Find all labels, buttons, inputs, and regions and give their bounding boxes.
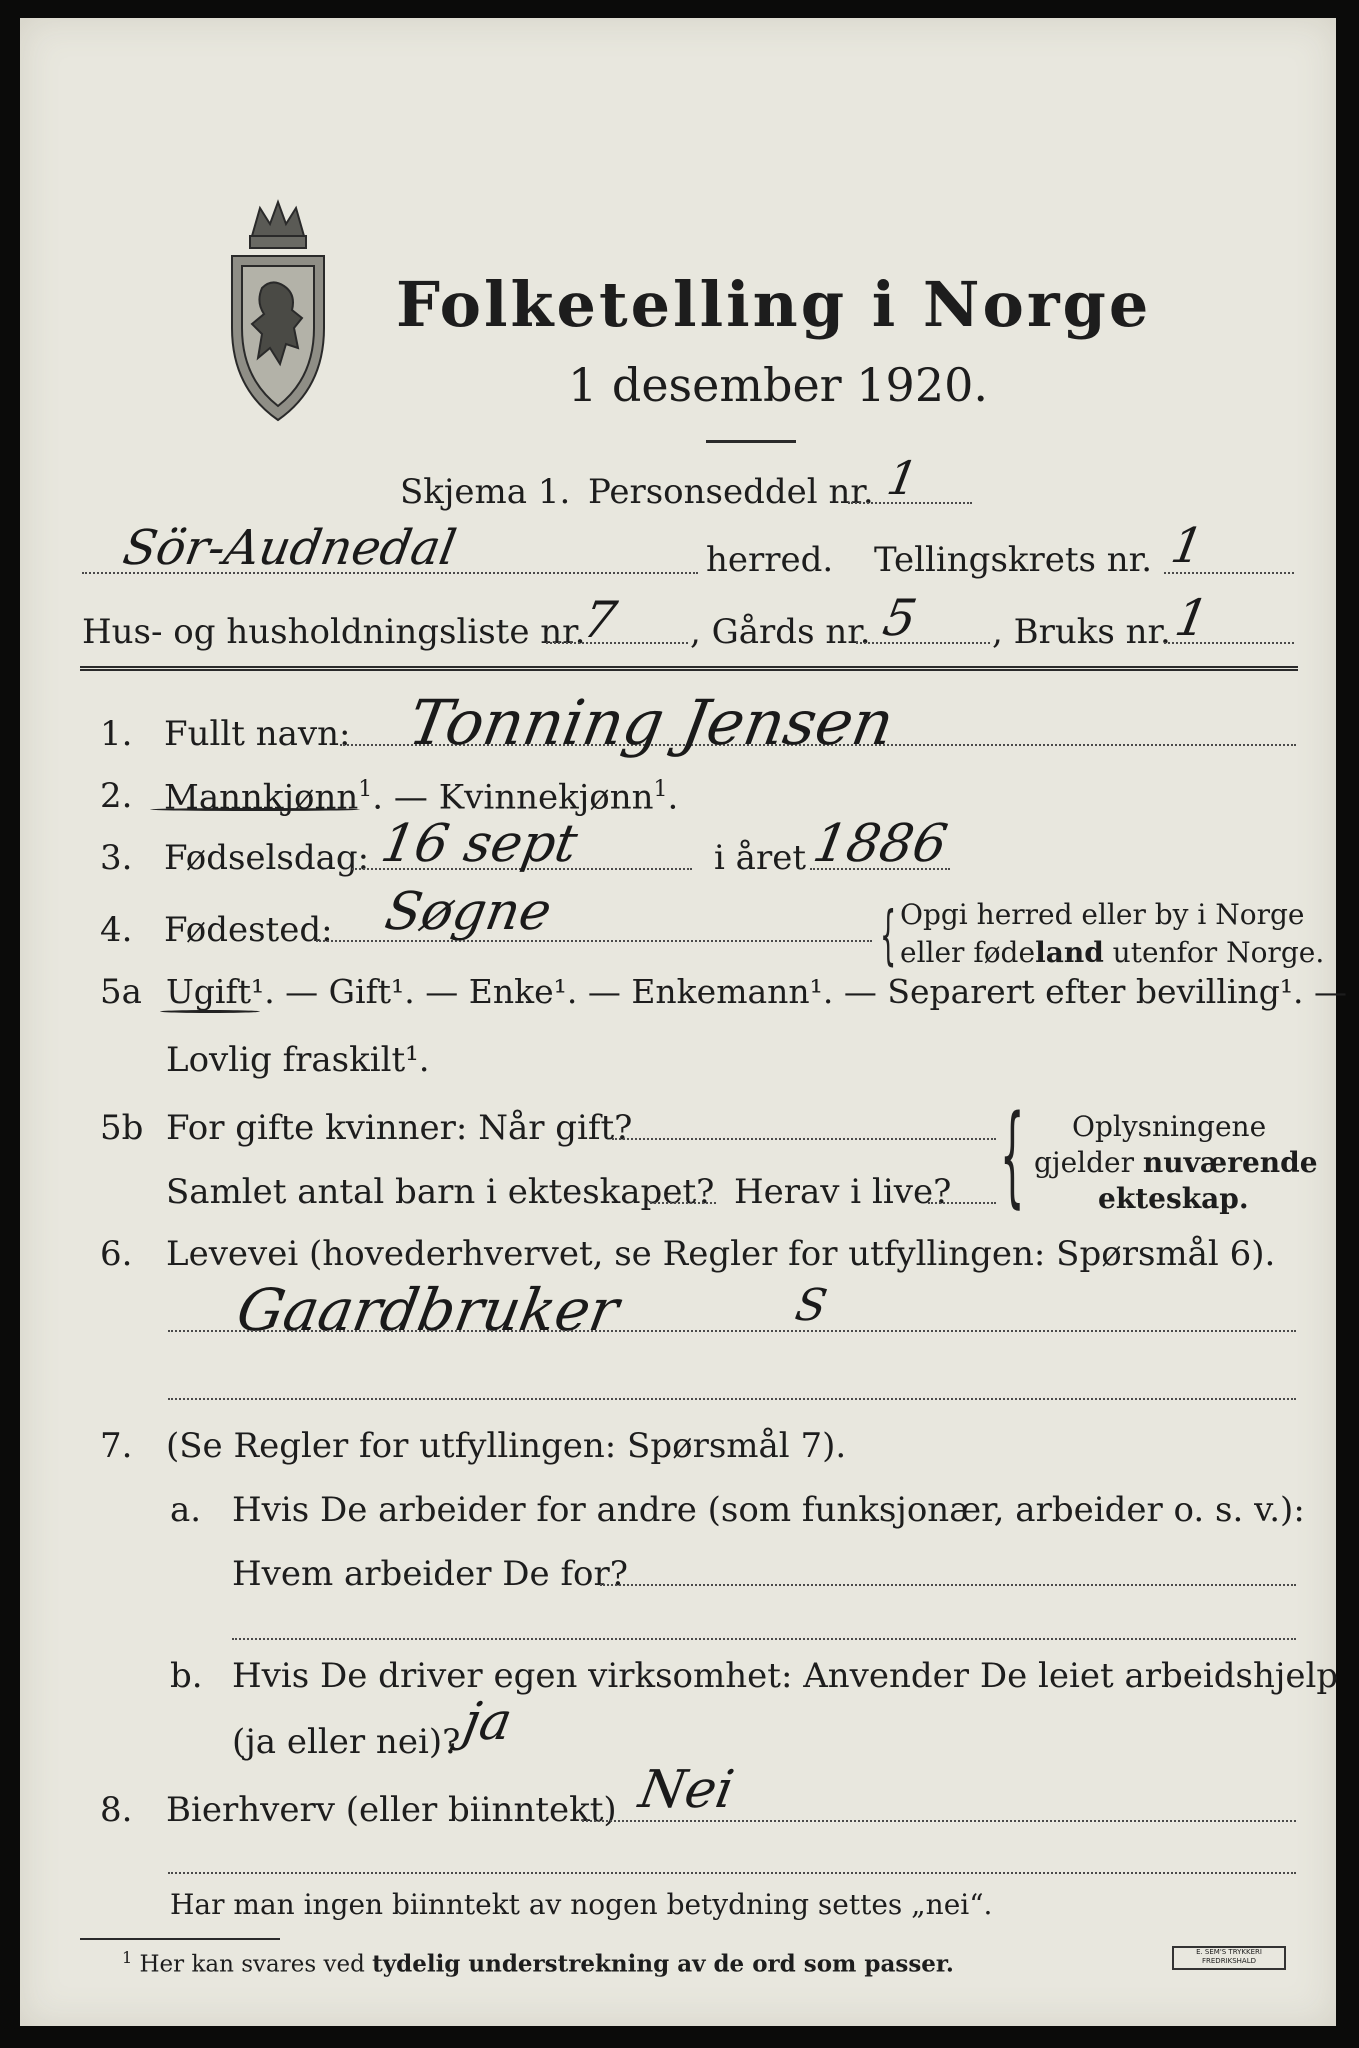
- q5b-number: 5b: [100, 1108, 144, 1148]
- q6-value[interactable]: Gaardbruker: [232, 1276, 624, 1344]
- husliste-line: [546, 642, 688, 644]
- q3-number: 3.: [100, 838, 133, 878]
- gards-line: [856, 642, 990, 644]
- q1-number: 1.: [100, 714, 133, 754]
- q8-line2: [168, 1872, 1296, 1874]
- q7-label: (Se Regler for utfyllingen: Spørsmål 7).: [166, 1426, 847, 1466]
- gards-label: , Gårds nr.: [690, 612, 871, 652]
- q7a-letter: a.: [170, 1490, 202, 1530]
- q3-year-value[interactable]: 1886: [808, 814, 952, 874]
- norwegian-coat-of-arms-icon: [222, 198, 334, 424]
- q4-label: Fødested:: [164, 910, 333, 950]
- q4-note-text-a: eller føde: [900, 936, 1036, 969]
- q5b-brace: {: [1000, 1091, 1025, 1219]
- q3-year-label: i året: [714, 838, 806, 878]
- q4-brace: {: [880, 899, 897, 973]
- title-divider: [706, 440, 796, 443]
- tellingskrets-value[interactable]: 1: [1167, 518, 1208, 574]
- q8-value[interactable]: Nei: [634, 1760, 739, 1820]
- q5b-married-when-line: [612, 1138, 996, 1140]
- q2-options: [164, 776, 678, 817]
- footnote: [122, 1944, 954, 1979]
- footnote-rule: [80, 1938, 280, 1940]
- q5b-children-total: Samlet antal barn i ekteskapet?: [166, 1172, 715, 1212]
- q8-label: Bierhverv (eller biinntekt): [166, 1790, 617, 1830]
- section-divider: [80, 666, 1298, 671]
- herred-label: herred.: [706, 540, 834, 580]
- personseddel-value[interactable]: 1: [883, 451, 923, 505]
- form-title: Folketelling i Norge: [396, 268, 1152, 341]
- printer-stamp: [1172, 1946, 1286, 1970]
- footnote-text: Her kan svares ved: [139, 1951, 373, 1978]
- herred-value[interactable]: Sör-Audnedal: [119, 520, 461, 576]
- q2-number: 2.: [100, 776, 133, 816]
- q4-note-line1: Opgi herred eller by i Norge: [900, 898, 1305, 931]
- q5a-options[interactable]: Ugift¹. — Gift¹. — Enke¹. — Enkemann¹. — Separert efter bevilling¹. —: [166, 972, 1348, 1011]
- q6-line2: [168, 1398, 1296, 1400]
- husliste-label: Hus- og husholdningsliste nr.: [82, 612, 586, 652]
- bruks-label: , Bruks nr.: [992, 612, 1171, 652]
- bruks-value[interactable]: 1: [1170, 589, 1213, 647]
- q5b-alive-label: Herav i live?: [734, 1172, 952, 1212]
- footnote-text-bold: tydelig understrekning av de ord som passer.: [372, 1950, 954, 1978]
- q1-label: Fullt navn:: [164, 714, 351, 754]
- q6-label: Levevei (hovederhvervet, se Regler for utfyllingen: Spørsmål 6).: [166, 1234, 1276, 1274]
- q5b-married-when: For gifte kvinner: Når gift?: [166, 1108, 633, 1148]
- schema-label: Skjema 1.: [400, 472, 571, 512]
- q2-male-underline: [150, 808, 360, 811]
- q7b-answer-label: (ja eller nei)?: [232, 1722, 461, 1762]
- q2-separator: . —: [372, 777, 439, 818]
- q2-footnote-mark: 1: [358, 777, 373, 802]
- q7a-employer-line: [600, 1584, 1296, 1586]
- q5b-note-line3: ekteskap.: [1098, 1182, 1249, 1215]
- q4-note-text-bold: land: [1035, 936, 1104, 969]
- q5b-alive-line: [928, 1202, 996, 1204]
- personseddel-label: Personseddel nr.: [588, 472, 874, 512]
- q5a-number: 5a: [100, 972, 142, 1012]
- gards-value[interactable]: 5: [878, 589, 921, 647]
- q7a-question: Hvis De arbeider for andre (som funksjonær, arbeider o. s. v.):: [232, 1490, 1305, 1530]
- q8-number: 8.: [100, 1790, 133, 1830]
- q3-value[interactable]: 16 sept: [376, 814, 582, 874]
- q7b-letter: b.: [170, 1656, 203, 1696]
- footer-note: Har man ingen biinntekt av nogen betydning settes „nei“.: [170, 1888, 993, 1921]
- q4-note-line2: [900, 936, 1324, 970]
- q6-line1: [168, 1330, 1296, 1332]
- q6-value-suffix[interactable]: S: [791, 1280, 831, 1331]
- q5b-note-text-bold: nuværende: [1142, 1146, 1318, 1179]
- q7-number: 7.: [100, 1426, 133, 1466]
- q4-value[interactable]: Søgne: [380, 882, 556, 942]
- q2-female[interactable]: Kvinnekjønn: [438, 777, 654, 818]
- q2-footnote-mark-2: 1: [653, 777, 668, 802]
- q4-note-text-c: utenfor Norge.: [1103, 936, 1325, 969]
- q7a-employer-line2: [232, 1638, 1296, 1640]
- footnote-number: 1: [122, 1948, 133, 1967]
- q5b-children-total-line: [650, 1202, 716, 1204]
- q6-number: 6.: [100, 1234, 133, 1274]
- form-date: 1 desember 1920.: [568, 358, 988, 412]
- q7b-question: Hvis De driver egen virksomhet: Anvender De leiet arbeidshjelp: [232, 1656, 1339, 1696]
- tellingskrets-label: Tellingskrets nr.: [874, 540, 1153, 580]
- q5a-ugift-underline: [160, 1010, 260, 1013]
- q8-line: [582, 1820, 1296, 1822]
- q5b-note-text-a: gjelder: [1034, 1146, 1143, 1179]
- q5b-note-line2: [1034, 1146, 1318, 1180]
- q5b-note-line1: Oplysningene: [1072, 1110, 1267, 1143]
- husliste-value[interactable]: 7: [578, 591, 621, 649]
- q2-male[interactable]: Mannkjønn: [164, 777, 359, 818]
- printer-stamp-text: E. SEM'S TRYKKERI FREDRIKSHALD: [1196, 1948, 1262, 1965]
- q7b-value[interactable]: ja: [458, 1692, 517, 1752]
- q7a-employer-label: Hvem arbeider De for?: [232, 1554, 628, 1594]
- q3-label: Fødselsdag:: [164, 838, 370, 878]
- q5a-options-line2[interactable]: Lovlig fraskilt¹.: [166, 1040, 430, 1080]
- q1-value[interactable]: Tonning Jensen: [403, 686, 900, 759]
- q4-number: 4.: [100, 910, 133, 950]
- q2-end: .: [667, 777, 679, 818]
